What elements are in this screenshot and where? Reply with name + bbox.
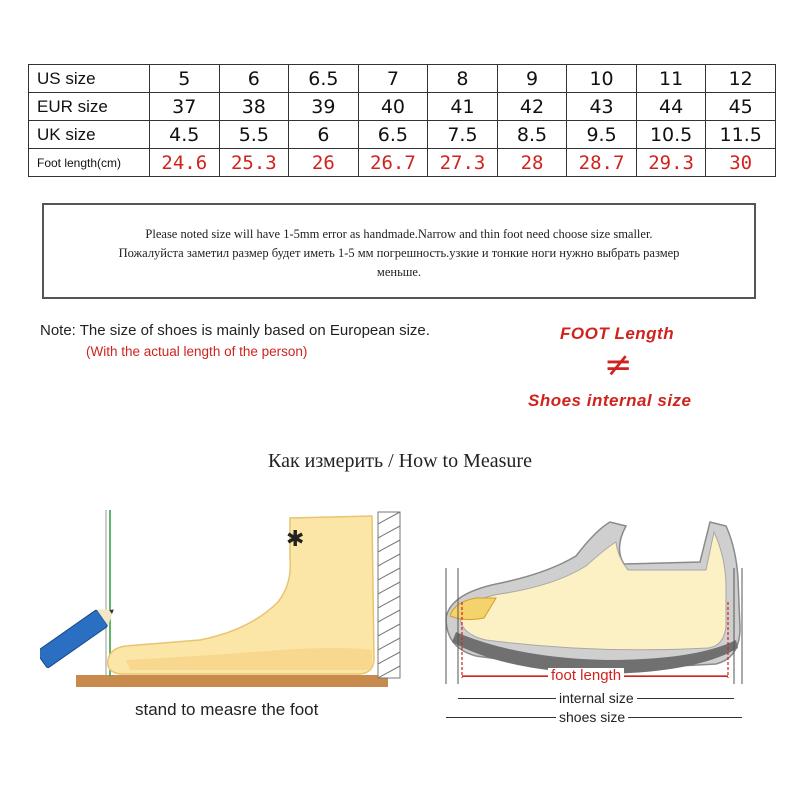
size-cell: 7 [358, 65, 428, 93]
size-cell: 41 [428, 93, 498, 121]
size-cell: 5 [150, 65, 220, 93]
size-cell: 26 [289, 149, 359, 177]
note-subtext: (With the actual length of the person) [86, 344, 308, 359]
internal-size-label: internal size [556, 690, 637, 706]
size-cell: 9.5 [567, 121, 637, 149]
size-cell: 44 [636, 93, 706, 121]
size-cell: 11.5 [706, 121, 776, 149]
size-cell: 6 [289, 121, 359, 149]
foot-measure-illustration [40, 500, 420, 690]
wall [378, 512, 400, 678]
size-cell: 8 [428, 65, 498, 93]
size-cell: 25.3 [219, 149, 289, 177]
size-cell: 6 [219, 65, 289, 93]
size-cell: 6.5 [358, 121, 428, 149]
how-to-measure-title: Как измерить / How to Measure [268, 450, 532, 472]
size-row-label: EUR size [29, 93, 150, 121]
size-row-label: Foot length(cm) [29, 149, 150, 177]
size-table-row [29, 121, 776, 149]
shoes-size-label: shoes size [556, 709, 628, 725]
size-cell: 37 [150, 93, 220, 121]
size-cell: 28 [497, 149, 567, 177]
shoes-internal-size-heading: Shoes internal size [528, 391, 692, 410]
size-cell: 39 [289, 93, 359, 121]
ankle-mark-icon: ✱ [286, 527, 305, 552]
size-cell: 6.5 [289, 65, 359, 93]
size-cell: 5.5 [219, 121, 289, 149]
size-cell: 42 [497, 93, 567, 121]
notice-line-russian-cont: меньше. [376, 265, 422, 279]
size-cell: 10.5 [636, 121, 706, 149]
size-cell: 40 [358, 93, 428, 121]
size-table-row [29, 149, 776, 177]
size-cell: 29.3 [636, 149, 706, 177]
note-text: Note: The size of shoes is mainly based on European size. [40, 322, 430, 339]
notice-line-russian: Пожалуйста заметил размер будет иметь 1-5 мм погрешность.узкие и тонкие ноги нужно выбрать размер [118, 246, 680, 260]
size-cell: 30 [706, 149, 776, 177]
foot-length-heading: FOOT Length [560, 324, 675, 343]
size-cell: 24.6 [150, 149, 220, 177]
floor-board [76, 675, 388, 687]
size-cell: 27.3 [428, 149, 498, 177]
size-chart-table [28, 64, 776, 177]
size-cell: 8.5 [497, 121, 567, 149]
left-caption: stand to measre the foot [135, 700, 319, 719]
size-cell: 38 [219, 93, 289, 121]
size-cell: 26.7 [358, 149, 428, 177]
size-cell: 28.7 [567, 149, 637, 177]
shoe-cross-section-illustration [436, 508, 766, 688]
size-cell: 10 [567, 65, 637, 93]
foot-length-label: foot length [548, 668, 624, 684]
size-cell: 7.5 [428, 121, 498, 149]
size-row-label: UK size [29, 121, 150, 149]
size-table-row [29, 65, 776, 93]
notice-line-english: Please noted size will have 1-5mm error as handmade.Narrow and thin foot need choose size smaller. [145, 227, 653, 241]
size-cell: 9 [497, 65, 567, 93]
size-cell: 4.5 [150, 121, 220, 149]
size-table-row [29, 93, 776, 121]
size-row-label: US size [29, 65, 150, 93]
notice-box [42, 203, 756, 299]
size-cell: 45 [706, 93, 776, 121]
not-equal-symbol: ≠ [604, 345, 633, 385]
size-cell: 43 [567, 93, 637, 121]
size-cell: 11 [636, 65, 706, 93]
size-cell: 12 [706, 65, 776, 93]
